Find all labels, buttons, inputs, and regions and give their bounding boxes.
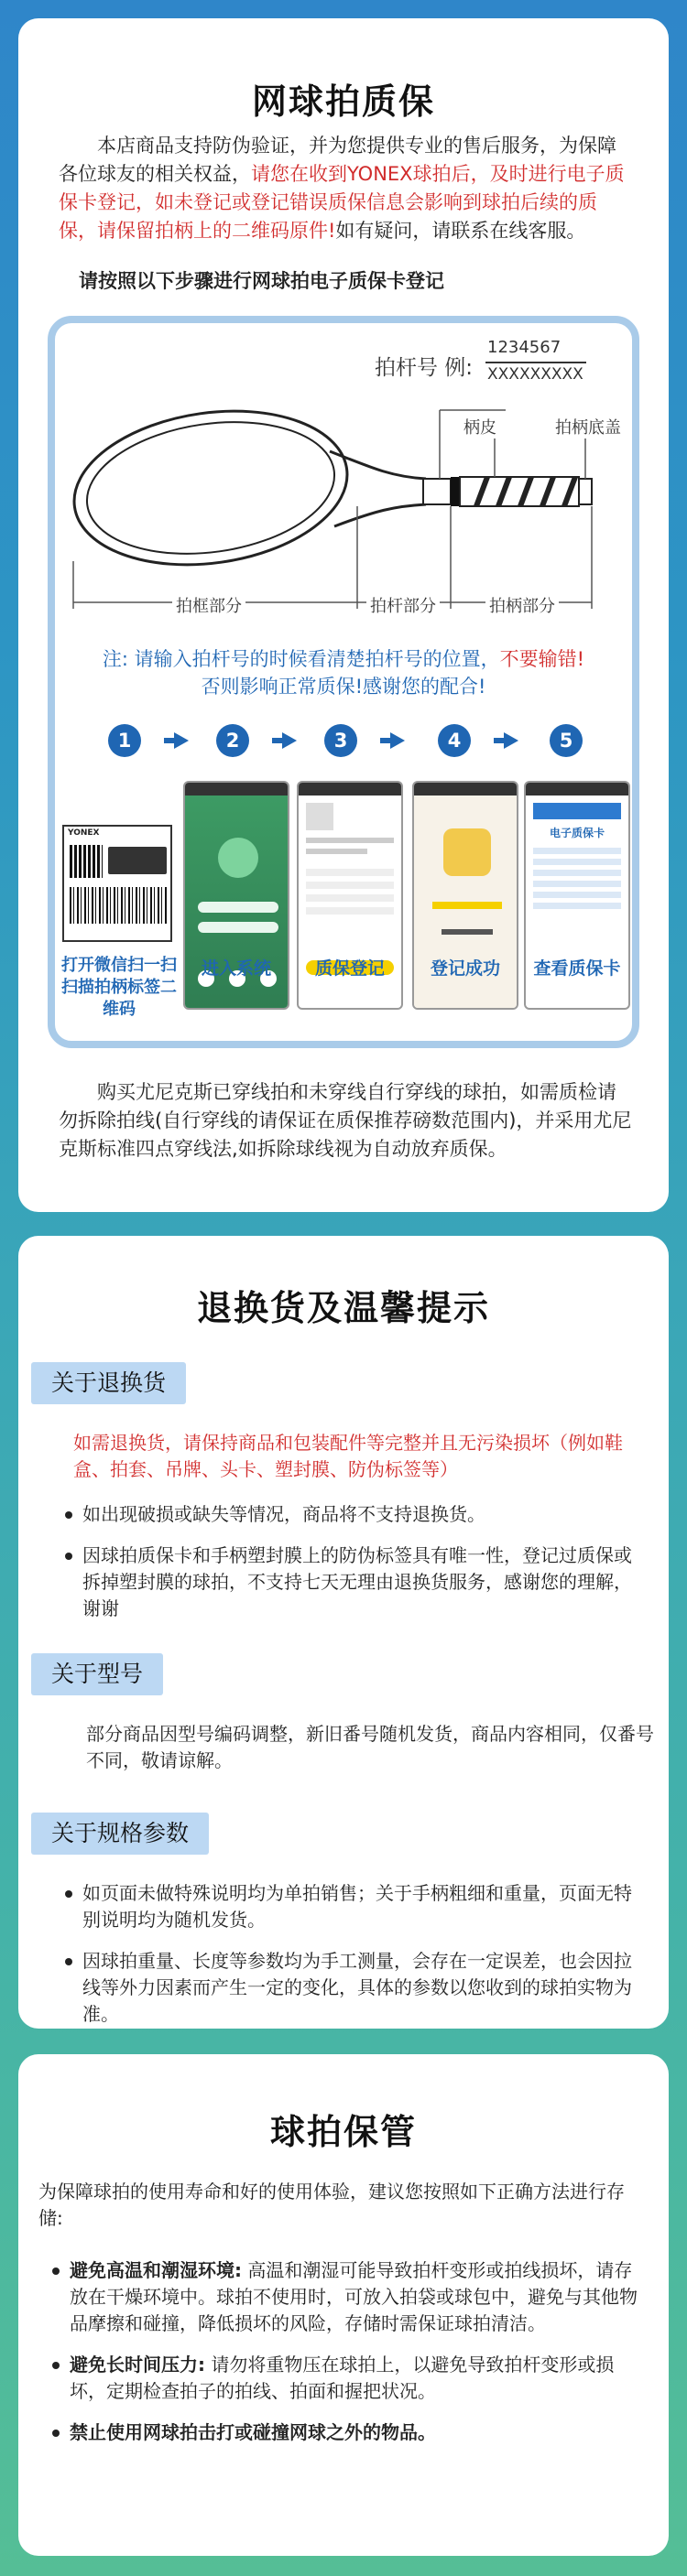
shaft-part-label: 拍杆部分 [366,593,440,617]
arrow-icon [282,732,297,749]
note-warning: 不要输错! [499,648,585,670]
grip-skin-label: 柄皮 [460,415,500,438]
returns-bullets [82,1501,643,1637]
warranty-intro [59,132,634,245]
step-4-label: 登记成功 [430,958,500,979]
list-item: 避免高温和潮湿环境: 高温和潮湿可能导致拍杆变形或拍线损坏，请存放在干燥环境中。球拍不使用时，可放入拍袋或球包中，避免与其他物品摩擦和碰撞，降低损坏的风险，存储时需保证球拍清洁。 [70,2257,647,2337]
handle-part-label: 拍柄部分 [485,593,559,617]
specs-bullets [82,1880,643,2042]
storage-list [70,2257,647,2461]
frame-part-label: 拍框部分 [172,593,245,617]
returns-card [18,1236,669,2029]
note-text-2: 否则影响正常质保!感谢您的配合! [201,676,486,698]
returns-title: 退换货及温馨提示 [196,1288,490,1328]
warranty-card-title: 电子质保卡 [549,827,605,839]
label-brand: YONEX [68,828,100,838]
step-2-number: 2 [216,724,249,757]
storage-intro: 为保障球拍的使用寿命和好的使用体验，建议您按照如下正确方法进行存储: [38,2181,625,2229]
intro-red-text: 请您在收到YONEX球拍后，及时进行电子质保卡登记，如未登记或登记错误质保信息会影响到球拍后续的质保，请保留拍柄上的二维码原件! [59,163,625,242]
arrow-icon [390,732,405,749]
list-item: 禁止使用网球拍击打或碰撞网球之外的物品。 [70,2419,647,2446]
handle-label-sticker [62,825,172,942]
intro-text: 本店商品支持防伪验证，并为您提供专业的售后服务，为保障各位球友的相关权益， [59,135,616,185]
model-note: 部分商品因型号编码调整，新旧番号随机发货，商品内容相同，仅番号不同，敬请谅解。 [86,1723,654,1771]
list-item: 因球拍重量、长度等参数均为手工测量，会存在一定误差，也会因拉线等外力因素而产生一定的变化，具体的参数以您收到的球拍实物为准。 [82,1948,643,2028]
butt-cap-label: 拍柄底盖 [551,415,625,438]
serial-example-top: 1234567 [484,338,564,357]
storage-title: 球拍保管 [269,2112,417,2152]
step-5-label: 查看质保卡 [533,958,621,979]
section-returns-label: 关于退换货 [31,1362,186,1404]
list-item: 因球拍质保卡和手柄塑封膜上的防伪标签具有唯一性，登记过质保或拆掉塑封膜的球拍，不支持七天无理由退换货服务，感谢您的理解，谢谢 [82,1542,643,1622]
hologram-sticker [108,847,167,874]
step-1-label: 打开微信扫一扫扫描拍柄标签二维码 [61,956,177,1019]
login-icon [218,838,258,878]
step-3-label: 质保登记 [314,958,385,979]
arrow-icon [174,732,189,749]
storage-card [18,2054,669,2556]
arrow-icon [504,732,518,749]
serial-example-bottom: XXXXXXXXX [484,365,587,384]
step-1-number: 1 [108,724,141,757]
step-heading: 请按照以下步骤进行网球拍电子质保卡登记 [79,270,444,292]
success-mascot-icon [443,828,491,876]
warranty-title: 网球拍质保 [251,81,435,122]
step-2-label: 进入系统 [201,958,271,979]
section-model-label: 关于型号 [31,1653,163,1695]
section-specs-label: 关于规格参数 [31,1813,209,1855]
barcode-icon [70,887,169,924]
serial-divider [485,362,586,363]
warranty-card [18,18,669,1212]
serial-note [55,645,632,700]
list-item: 如页面未做特殊说明均为单拍销售；关于手柄粗细和重量，页面无特别说明均为随机发货。 [82,1880,643,1933]
intro-contact-text: 如有疑问，请联系在线客服。 [335,220,586,242]
serial-label: 拍杆号 例: [371,351,476,381]
step-3-number: 3 [324,724,357,757]
list-item: 如出现破损或缺失等情况，商品将不支持退换货。 [82,1501,643,1528]
step-4-number: 4 [438,724,471,757]
warranty-closing: 购买尤尼克斯已穿线拍和未穿线自行穿线的球拍，如需质检请勿拆除拍线(自行穿线的请保证在质保推荐磅数范围内)，并采用尤尼克斯标准四点穿线法,如拆除球线视为自动放弃质保。 [59,1081,632,1160]
step-5-number: 5 [550,724,583,757]
list-item: 避免长时间压力: 请勿将重物压在球拍上，以避免导致拍杆变形或损坏，定期检查拍子的拍线、拍面和握把状况。 [70,2352,647,2405]
qr-code-icon [70,845,103,878]
note-text: 注: 请输入拍杆号的时候看清楚拍杆号的位置， [102,648,500,670]
registration-diagram [48,316,639,1048]
returns-red-note: 如需退换货，请保持商品和包装配件等完整并且无污染损坏（例如鞋盒、拍套、吊牌、头卡、塑封膜、防伪标签等） [73,1432,623,1480]
